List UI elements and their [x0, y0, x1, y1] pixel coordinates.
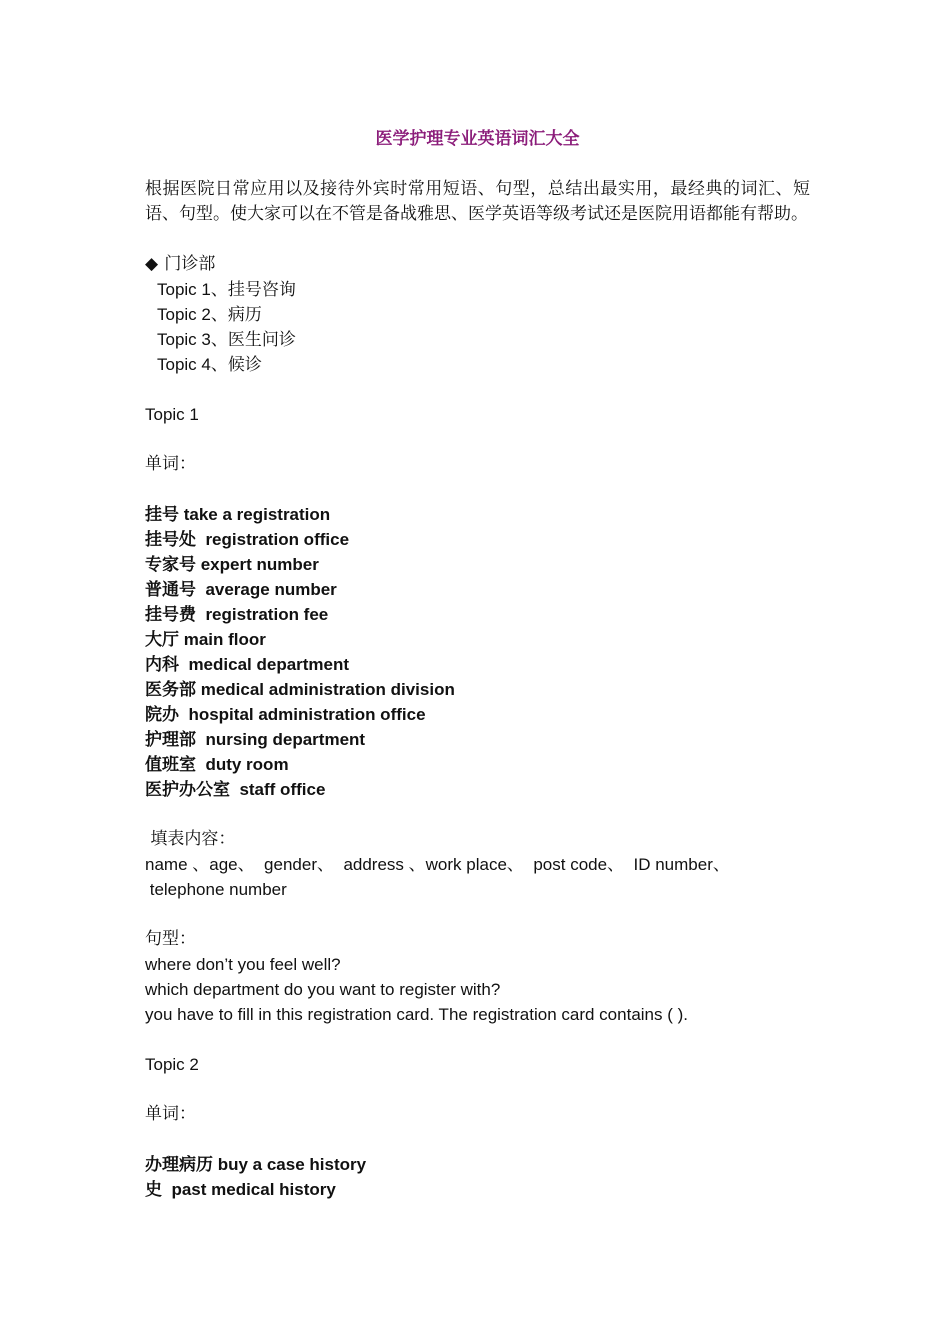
toc-item-3: Topic 3、医生问诊: [157, 330, 296, 349]
diamond-bullet-icon: ◆: [145, 254, 159, 274]
sentence-item: which department do you want to register with?: [145, 980, 501, 999]
vocab-item: 普通号 average number: [145, 580, 337, 599]
spacer: [145, 477, 810, 502]
vocab-item: 内科 medical department: [145, 655, 350, 674]
sentence-pattern-label: 句型：: [145, 929, 196, 949]
sentence-item: you have to fill in this registration card. The registration card contains ( ).: [145, 1005, 688, 1024]
vocab-item: 专家号 expert number: [145, 555, 319, 574]
section-heading: [145, 252, 810, 277]
form-contents-line-1: name 、age、 gender、 address 、work place、 post code、 ID number、: [145, 855, 730, 874]
intro-paragraph: 根据医院日常应用以及接待外宾时常用短语、句型，总结出最实用，最经典的词汇、短语、句型。使大家可以在不管是备战雅思、医学英语等级考试还是医院用语都能有帮助。: [145, 179, 810, 224]
vocab-item: 护理部 nursing department: [145, 730, 366, 749]
toc-item-4: Topic 4、候诊: [157, 355, 262, 374]
spacer: [145, 1027, 810, 1052]
toc-item-1: Topic 1、挂号咨询: [157, 280, 296, 299]
form-contents-line-2: telephone number: [145, 880, 287, 899]
topic1-vocab-label: 单词：: [145, 454, 196, 474]
spacer: [145, 377, 810, 402]
vocab-item: 医护办公室 staff office: [145, 780, 326, 799]
topic2-heading: Topic 2: [145, 1055, 199, 1074]
spacer: [145, 227, 810, 252]
vocab-item: 挂号费 registration fee: [145, 605, 329, 624]
vocab-item: 院办 hospital administration office: [145, 705, 426, 724]
vocab-item: 值班室 duty room: [145, 755, 289, 774]
spacer: [145, 1127, 810, 1152]
vocab-item: 挂号 take a registration: [145, 505, 331, 524]
spacer: [145, 902, 810, 927]
document-page: [145, 127, 810, 1202]
document-title: 医学护理专业英语词汇大全: [375, 129, 580, 149]
vocab-item: 史 past medical history: [145, 1180, 336, 1199]
section-title: 门诊部: [164, 254, 216, 274]
vocab-item: 挂号处 registration office: [145, 530, 350, 549]
spacer: [145, 802, 810, 827]
spacer: [145, 427, 810, 452]
spacer: [145, 1077, 810, 1102]
form-contents-label: 填表内容：: [145, 829, 236, 849]
topic2-vocab-label: 单词：: [145, 1104, 196, 1124]
toc-item-2: Topic 2、病历: [157, 305, 262, 324]
vocab-item: 大厅 main floor: [145, 630, 266, 649]
sentence-item: where don’t you feel well?: [145, 955, 341, 974]
vocab-item: 办理病历 buy a case history: [145, 1155, 367, 1174]
vocab-item: 医务部 medical administration division: [145, 680, 455, 699]
topic1-heading: Topic 1: [145, 405, 199, 424]
